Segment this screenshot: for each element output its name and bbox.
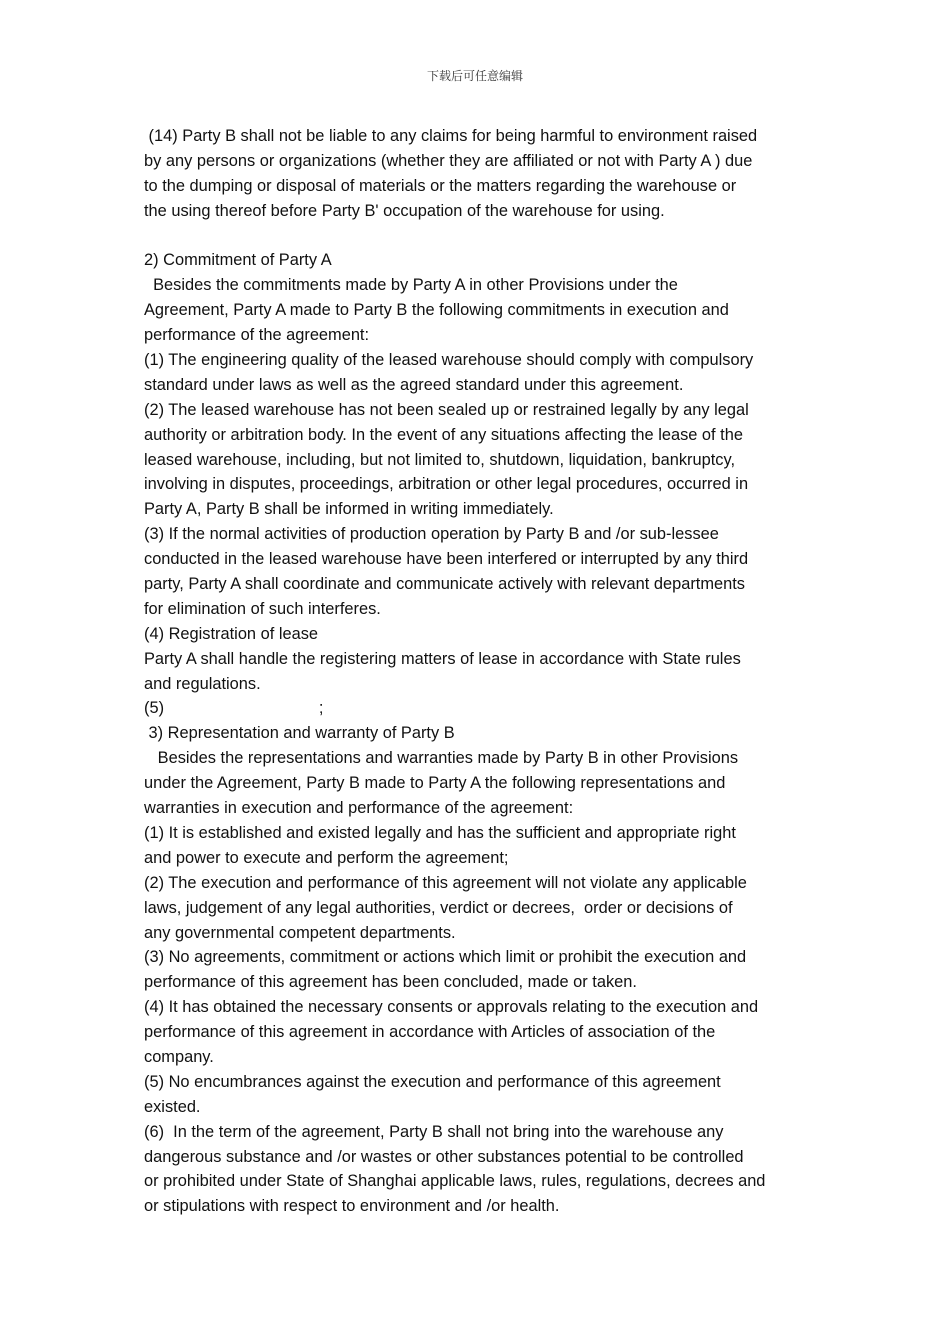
- commitment-intro-line-3: performance of the agreement:: [144, 326, 370, 345]
- commitment-item-3-line-4: for elimination of such interferes.: [144, 599, 381, 618]
- commitment-item-4-line-2: and regulations.: [144, 674, 261, 693]
- section-heading-commitment-party-a: 2) Commitment of Party A: [144, 251, 332, 270]
- blank-line: [144, 224, 812, 249]
- commitment-item-2-line-1: (2) The leased warehouse has not been sealed up or restrained legally by any legal: [144, 400, 749, 419]
- commitment-item-3-line-3: party, Party A shall coordinate and communicate actively with relevant departments: [144, 575, 745, 594]
- representation-intro-line-1: Besides the representations and warranties made by Party B in other Provisions: [144, 749, 739, 768]
- paragraph-14-line-4: the using thereof before Party B' occupation of the warehouse for using.: [144, 201, 665, 220]
- representation-item-1-line-1: (1) It is established and existed legally and has the sufficient and appropriate right: [144, 823, 736, 842]
- representation-item-1-line-2: and power to execute and perform the agreement;: [144, 848, 509, 867]
- representation-item-5-line-1: (5) No encumbrances against the execution and performance of this agreement: [144, 1072, 721, 1091]
- commitment-item-2-line-2: authority or arbitration body. In the event of any situations affecting the lease of the: [144, 425, 743, 444]
- representation-item-6-line-4: or stipulations with respect to environment and /or health.: [144, 1197, 560, 1216]
- commitment-intro-line-2: Agreement, Party A made to Party B the following commitments in execution and: [144, 301, 729, 320]
- representation-intro-line-3: warranties in execution and performance of the agreement:: [144, 799, 574, 818]
- paragraph-14-line-2: by any persons or organizations (whether they are affiliated or not with Party A ) due: [144, 151, 753, 170]
- commitment-item-3-line-2: conducted in the leased warehouse have been interfered or interrupted by any third: [144, 550, 749, 569]
- commitment-item-1-line-2: standard under laws as well as the agreed standard under this agreement.: [144, 375, 684, 394]
- commitment-item-2-line-4: involving in disputes, proceedings, arbitration or other legal procedures, occurred in: [144, 475, 749, 494]
- commitment-item-4-line-1: Party A shall handle the registering matters of lease in accordance with State rules: [144, 649, 741, 668]
- representation-item-2-line-1: (2) The execution and performance of this agreement will not violate any applicable: [144, 873, 747, 892]
- representation-item-3-line-2: performance of this agreement has been concluded, made or taken.: [144, 973, 637, 992]
- representation-item-5-line-2: existed.: [144, 1097, 201, 1116]
- representation-item-6-line-2: dangerous substance and /or wastes or other substances potential to be controlled: [144, 1147, 744, 1166]
- paragraph-14-line-1: (14) Party B shall not be liable to any claims for being harmful to environment raised: [144, 127, 758, 145]
- page-header: 下载后可任意编辑: [426, 69, 523, 83]
- representation-item-4-line-3: company.: [144, 1047, 214, 1066]
- section-heading-representation-party-b: 3) Representation and warranty of Party B: [144, 724, 455, 743]
- commitment-item-3-line-1: (3) If the normal activities of production operation by Party B and /or sub-lessee: [144, 525, 719, 544]
- document-body: [144, 124, 812, 1219]
- representation-item-4-line-2: performance of this agreement in accordance with Articles of association of the: [144, 1023, 716, 1042]
- commitment-item-2-line-3: leased warehouse, including, but not limited to, shutdown, liquidation, bankruptcy,: [144, 450, 736, 469]
- commitment-intro-line-1: Besides the commitments made by Party A in other Provisions under the: [144, 276, 678, 295]
- commitment-item-4-heading: (4) Registration of lease: [144, 624, 319, 643]
- representation-item-3-line-1: (3) No agreements, commitment or actions which limit or prohibit the execution and: [144, 948, 747, 967]
- paragraph-14-line-3: to the dumping or disposal of materials or the matters regarding the warehouse or: [144, 176, 737, 195]
- commitment-item-1-line-1: (1) The engineering quality of the leased warehouse should comply with compulsory: [144, 351, 754, 370]
- representation-item-2-line-3: any governmental competent departments.: [144, 923, 456, 942]
- commitment-item-5: (5) ;: [144, 699, 324, 718]
- representation-item-6-line-1: (6) In the term of the agreement, Party B shall not bring into the warehouse any: [144, 1122, 724, 1141]
- commitment-item-2-line-5: Party A, Party B shall be informed in writing immediately.: [144, 500, 554, 519]
- representation-item-4-line-1: (4) It has obtained the necessary consents or approvals relating to the execution and: [144, 998, 759, 1017]
- representation-item-2-line-2: laws, judgement of any legal authorities, verdict or decrees, order or decisions of: [144, 898, 733, 917]
- representation-item-6-line-3: or prohibited under State of Shanghai applicable laws, rules, regulations, decrees and: [144, 1172, 766, 1191]
- representation-intro-line-2: under the Agreement, Party B made to Party A the following representations and: [144, 774, 726, 793]
